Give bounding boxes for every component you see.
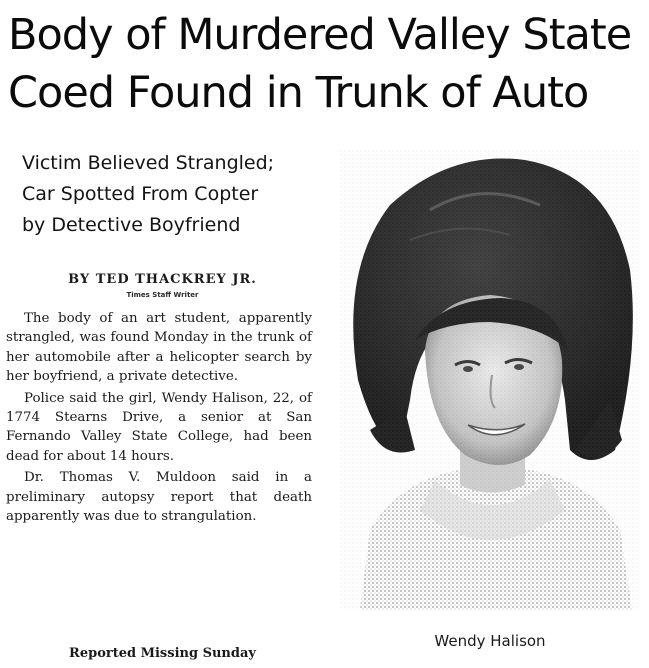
article-body xyxy=(6,309,312,528)
article-paragraph: Police said the girl, Wendy Halison, 22, of 1774 Stearns Drive, a senior at San Fernando Valley State College, had been dead for about 14 hours. xyxy=(6,390,312,464)
subhead-line-1: Victim Believed Strangled; xyxy=(22,152,275,174)
section-heading: Reported Missing Sunday xyxy=(69,646,256,661)
article-paragraph: The body of an art student, apparently strangled, was found Monday in the trunk of her automobile after a helicopter search by her boyfriend, a private detective. xyxy=(6,311,312,385)
photo-caption: Wendy Halison xyxy=(434,632,546,650)
headline xyxy=(8,6,644,122)
byline-title: Times Staff Writer xyxy=(126,291,199,299)
subhead-line-3: by Detective Boyfriend xyxy=(22,214,241,236)
headline-line-2: Coed Found in Trunk of Auto xyxy=(8,68,589,118)
subheadline xyxy=(22,148,322,241)
headline-line-1: Body of Murdered Valley State xyxy=(8,10,632,60)
article-paragraph: Dr. Thomas V. Muldoon said in a preliminary autopsy report that death apparently was due to strangulation. xyxy=(6,470,312,525)
byline-author: BY TED THACKREY JR. xyxy=(68,272,257,287)
portrait-photo xyxy=(340,150,640,610)
subhead-line-2: Car Spotted From Copter xyxy=(22,183,259,205)
